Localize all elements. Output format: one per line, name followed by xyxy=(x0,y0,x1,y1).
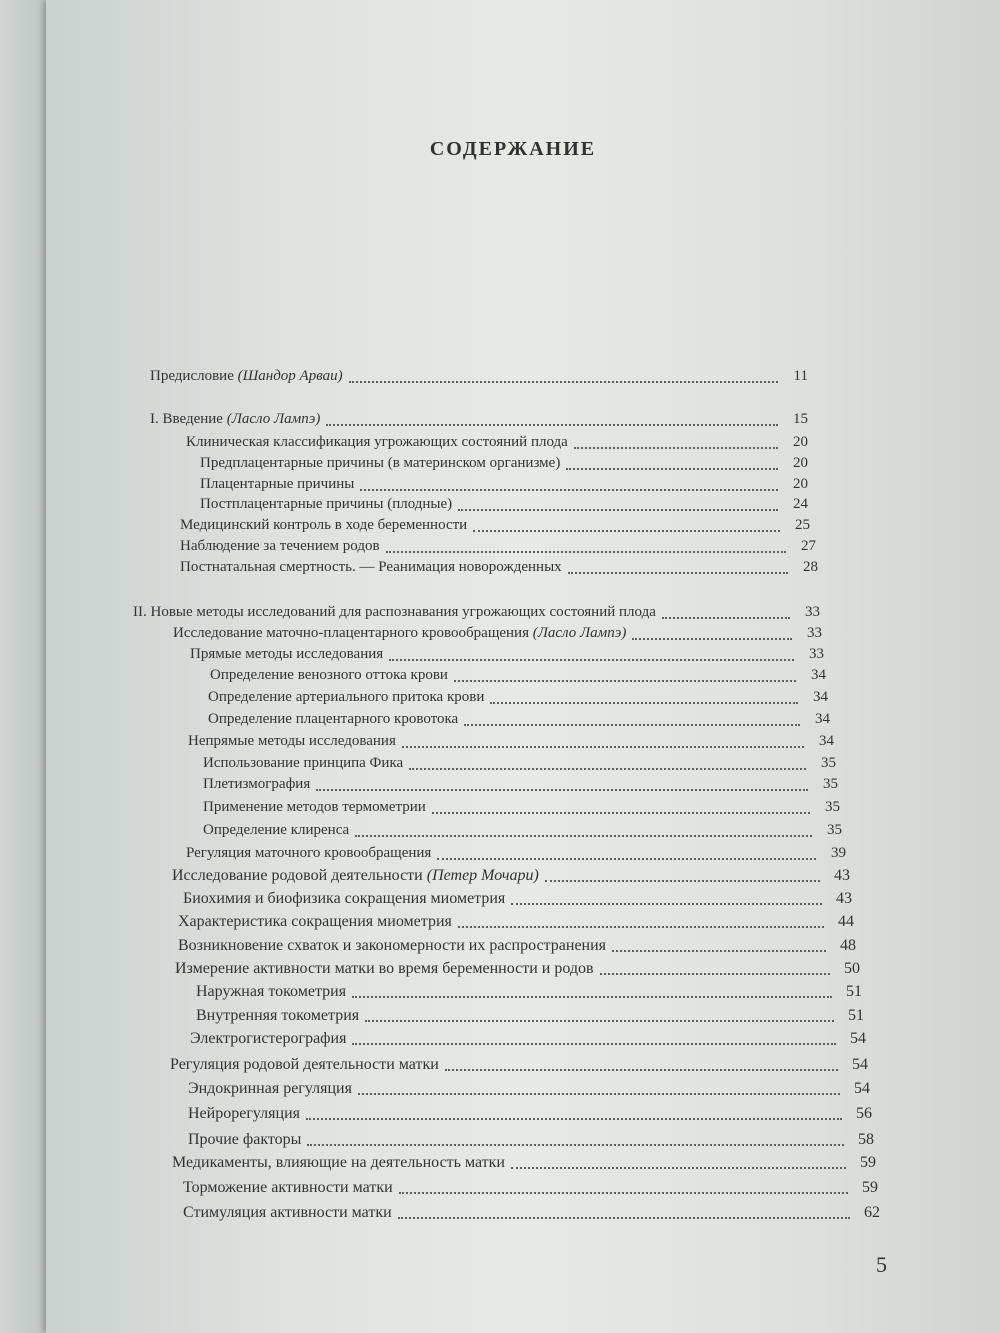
toc-entry-page: 15 xyxy=(793,411,808,427)
toc-entry-title xyxy=(170,1056,439,1074)
toc-entry-text: Измерение активности матки во время беременности и родов xyxy=(175,960,594,977)
toc-entry-title xyxy=(208,711,458,728)
toc-entry-title xyxy=(208,689,484,706)
dot-leader xyxy=(326,424,778,426)
toc-entry xyxy=(178,937,856,955)
toc-entry-text: Нейрорегуляция xyxy=(188,1105,301,1122)
toc-entry-page: 33 xyxy=(807,625,822,641)
toc-entry-title xyxy=(172,867,539,885)
toc-entry-text: Медикаменты, влияющие на деятельность матки xyxy=(172,1154,505,1171)
toc-entry xyxy=(196,983,862,1001)
toc-entry xyxy=(210,667,826,684)
dot-leader xyxy=(566,468,778,470)
toc-entry xyxy=(188,1131,874,1149)
toc-entry-author: (Ласло Лампэ) xyxy=(226,411,321,427)
toc-entry-page: 35 xyxy=(825,799,840,815)
toc-entry-title xyxy=(178,913,452,931)
toc-entry-page: 34 xyxy=(815,711,830,727)
dot-leader xyxy=(464,724,800,726)
toc-entry xyxy=(173,625,822,642)
toc-entry xyxy=(188,733,834,750)
toc-entry-text: Регуляция родовой деятельности матки xyxy=(170,1056,439,1073)
dot-leader xyxy=(632,638,792,640)
toc-entry-text: Биохимия и биофизика сокращения миометрия xyxy=(183,890,506,907)
toc-entry xyxy=(200,455,808,472)
dot-leader xyxy=(600,973,830,975)
toc-entry-title xyxy=(178,937,606,955)
toc-entry-page: 50 xyxy=(844,960,860,977)
toc-entry-page: 20 xyxy=(793,476,808,492)
toc-entry-title xyxy=(196,1007,359,1025)
toc-entry-page: 34 xyxy=(819,733,834,749)
toc-entry xyxy=(203,776,838,793)
toc-entry-text: Медицинский контроль в ходе беременности xyxy=(180,517,468,533)
toc-entry-author: (Ласло Лампэ) xyxy=(532,625,627,641)
toc-entry-page: 56 xyxy=(856,1105,872,1122)
toc-entry-title xyxy=(200,476,354,493)
toc-entry-text: Определение клиренса xyxy=(203,822,350,838)
toc-entry xyxy=(133,604,820,621)
toc-entry xyxy=(180,559,818,576)
toc-entry-text: Плетизмография xyxy=(203,776,311,792)
toc-entry xyxy=(196,1007,864,1025)
toc-entry-title xyxy=(180,538,380,555)
toc-entry-title xyxy=(190,1030,346,1048)
dot-leader xyxy=(306,1118,842,1120)
toc-entry-text: Исследование маточно-плацентарного кровообращения xyxy=(173,625,533,641)
toc-entry-page: 28 xyxy=(803,559,818,575)
dot-leader xyxy=(352,1043,836,1045)
toc-entry xyxy=(203,755,836,772)
toc-entry-text: Применение методов термометрии xyxy=(203,799,426,815)
toc-entry-title xyxy=(203,776,310,793)
dot-leader xyxy=(358,1093,840,1095)
toc-entry-title xyxy=(203,799,426,816)
page-number: 5 xyxy=(876,1252,887,1277)
toc-entry-title xyxy=(188,1105,300,1123)
toc-entry-text: Определение плацентарного кровотока xyxy=(208,711,459,727)
toc-entry xyxy=(178,913,854,931)
toc-entry-page: 43 xyxy=(836,890,852,907)
toc-entry xyxy=(188,1080,870,1098)
toc-entry xyxy=(180,538,816,555)
toc-entry-text: Клиническая классификация угрожающих состояний плода xyxy=(186,434,568,450)
toc-entry-title xyxy=(183,1179,393,1197)
toc-entry-page: 43 xyxy=(834,867,850,884)
dot-leader xyxy=(490,702,798,704)
dot-leader xyxy=(389,659,794,661)
toc-entry-page: 35 xyxy=(823,776,838,792)
dot-leader xyxy=(568,572,788,574)
toc-entry-page: 54 xyxy=(850,1030,866,1047)
dot-leader xyxy=(511,903,822,905)
toc-entry-page: 39 xyxy=(831,845,846,861)
toc-entry-title xyxy=(150,411,320,428)
page-title: СОДЕРЖАНИЕ xyxy=(429,138,597,160)
toc-entry-title xyxy=(183,1204,392,1222)
facing-page-edge xyxy=(0,0,46,1333)
dot-leader xyxy=(360,489,778,491)
toc-entry-title xyxy=(175,960,594,978)
toc-entry-text: I. Введение xyxy=(150,411,227,427)
toc-entry-title xyxy=(203,822,349,839)
toc-entry-page: 11 xyxy=(793,368,808,384)
toc-entry xyxy=(183,1179,878,1197)
toc-entry-text: Эндокринная регуляция xyxy=(188,1080,352,1097)
toc-entry-page: 27 xyxy=(801,538,816,554)
toc-entry-text: Электрогистерография xyxy=(190,1030,347,1047)
toc-entry-text: Прочие факторы xyxy=(188,1131,302,1148)
toc-entry-page: 44 xyxy=(838,913,854,930)
toc-entry-text: Наружная токометрия xyxy=(196,983,347,1000)
toc-entry-text: Определение артериального притока крови xyxy=(208,689,485,705)
toc-entry-page: 35 xyxy=(827,822,842,838)
dot-leader xyxy=(402,746,804,748)
toc-entry xyxy=(190,1030,866,1048)
toc-entry-author: (Петер Мочари) xyxy=(426,867,539,884)
dot-leader xyxy=(454,680,796,682)
toc-entry-text: Непрямые методы исследования xyxy=(188,733,396,749)
toc-entry-title xyxy=(200,455,560,472)
toc-entry xyxy=(170,1056,868,1074)
toc-entry xyxy=(183,1204,880,1222)
dot-leader xyxy=(409,768,806,770)
toc-entry xyxy=(186,434,808,451)
toc-entry-text: Регуляция маточного кровообращения xyxy=(186,845,432,861)
toc-entry-text: Возникновение схваток и закономерности их распространения xyxy=(178,937,607,954)
toc-entry xyxy=(190,646,824,663)
toc-entry-page: 62 xyxy=(864,1204,880,1221)
dot-leader xyxy=(545,880,820,882)
toc-entry xyxy=(172,1154,876,1172)
toc-entry-text: Стимуляция активности матки xyxy=(183,1204,392,1221)
toc-entry xyxy=(208,711,830,728)
toc-entry-page: 59 xyxy=(860,1154,876,1171)
toc-entry-title xyxy=(188,1080,352,1098)
dot-leader xyxy=(365,1020,834,1022)
toc-entry-page: 54 xyxy=(852,1056,868,1073)
toc-entry xyxy=(150,411,808,428)
toc-entry xyxy=(180,517,810,534)
toc-entry-title xyxy=(172,1154,505,1172)
toc-entry xyxy=(200,476,808,493)
toc-entry-text: Предплацентарные причины (в материнском организме) xyxy=(200,455,561,471)
toc-entry-page: 35 xyxy=(821,755,836,771)
toc-entry-page: 59 xyxy=(862,1179,878,1196)
dot-leader xyxy=(398,1217,850,1219)
toc-entry-title xyxy=(133,604,656,621)
dot-leader xyxy=(612,950,826,952)
dot-leader xyxy=(437,858,816,860)
toc-entry-title xyxy=(186,845,431,862)
toc-entry xyxy=(200,496,808,513)
toc-entry-author: (Шандор Арваи) xyxy=(237,368,343,384)
toc-entry xyxy=(150,368,808,385)
toc-entry-text: Постплацентарные причины (плодные) xyxy=(200,496,453,512)
toc-entry-title xyxy=(173,625,626,642)
toc-entry-page: 33 xyxy=(809,646,824,662)
toc-entry-text: Определение венозного оттока крови xyxy=(210,667,448,683)
dot-leader xyxy=(349,381,778,383)
toc-entry-page: 51 xyxy=(848,1007,864,1024)
toc-entry-page: 34 xyxy=(811,667,826,683)
toc-entry xyxy=(172,867,850,885)
toc-entry-title xyxy=(190,646,383,663)
dot-leader xyxy=(307,1144,844,1146)
toc-entry-text: II. Новые методы исследований для распознавания угрожающих состояний плода xyxy=(133,604,656,620)
toc-entry xyxy=(203,799,840,816)
toc-entry-text: Торможение активности матки xyxy=(183,1179,393,1196)
toc-entry-text: Исследование родовой деятельности xyxy=(172,867,427,884)
dot-leader xyxy=(458,509,778,511)
dot-leader xyxy=(473,530,780,532)
toc-entry-page: 54 xyxy=(854,1080,870,1097)
toc-entry-title xyxy=(180,559,562,576)
toc-entry-page: 34 xyxy=(813,689,828,705)
toc-entry-title xyxy=(210,667,448,684)
toc-entry-page: 33 xyxy=(805,604,820,620)
toc-entry-title xyxy=(188,1131,301,1149)
toc-entry-text: Плацентарные причины xyxy=(200,476,355,492)
toc-entry-title xyxy=(150,368,343,385)
dot-leader xyxy=(574,447,778,449)
toc-entry-title xyxy=(186,434,568,451)
toc-entry-title xyxy=(180,517,467,534)
toc-entry-page: 24 xyxy=(793,496,808,512)
dot-leader xyxy=(432,812,810,814)
toc-entry-page: 51 xyxy=(846,983,862,1000)
toc-entry-page: 48 xyxy=(840,937,856,954)
toc-entry xyxy=(208,689,828,706)
dot-leader xyxy=(352,996,832,998)
toc-entry-page: 20 xyxy=(793,455,808,471)
dot-leader xyxy=(355,835,812,837)
toc-entry-text: Наблюдение за течением родов xyxy=(180,538,380,554)
toc-entry-text: Постнатальная смертность. — Реанимация новорожденных xyxy=(180,559,562,575)
dot-leader xyxy=(399,1192,848,1194)
toc-entry-text: Использование принципа Фика xyxy=(203,755,404,771)
toc-entry-text: Предисловие xyxy=(150,368,238,384)
dot-leader xyxy=(445,1069,838,1071)
toc-entry-title xyxy=(183,890,505,908)
toc-entry xyxy=(183,890,852,908)
dot-leader xyxy=(662,617,790,619)
toc-entry-text: Прямые методы исследования xyxy=(190,646,384,662)
dot-leader xyxy=(511,1167,846,1169)
dot-leader xyxy=(316,789,808,791)
toc-entry xyxy=(203,822,842,839)
toc-entry-title xyxy=(188,733,396,750)
toc-entry xyxy=(188,1105,872,1123)
toc-entry-title xyxy=(200,496,452,513)
dot-leader xyxy=(458,926,824,928)
toc-entry xyxy=(186,845,846,862)
toc-entry-text: Характеристика сокращения миометрия xyxy=(178,913,452,930)
toc-entry-page: 25 xyxy=(795,517,810,533)
dot-leader xyxy=(386,551,786,553)
toc-entry-title xyxy=(196,983,346,1001)
toc-entry-text: Внутренняя токометрия xyxy=(196,1007,360,1024)
toc-entry xyxy=(175,960,860,978)
toc-entry-page: 58 xyxy=(858,1131,874,1148)
toc-entry-title xyxy=(203,755,403,772)
toc-entry-page: 20 xyxy=(793,434,808,450)
